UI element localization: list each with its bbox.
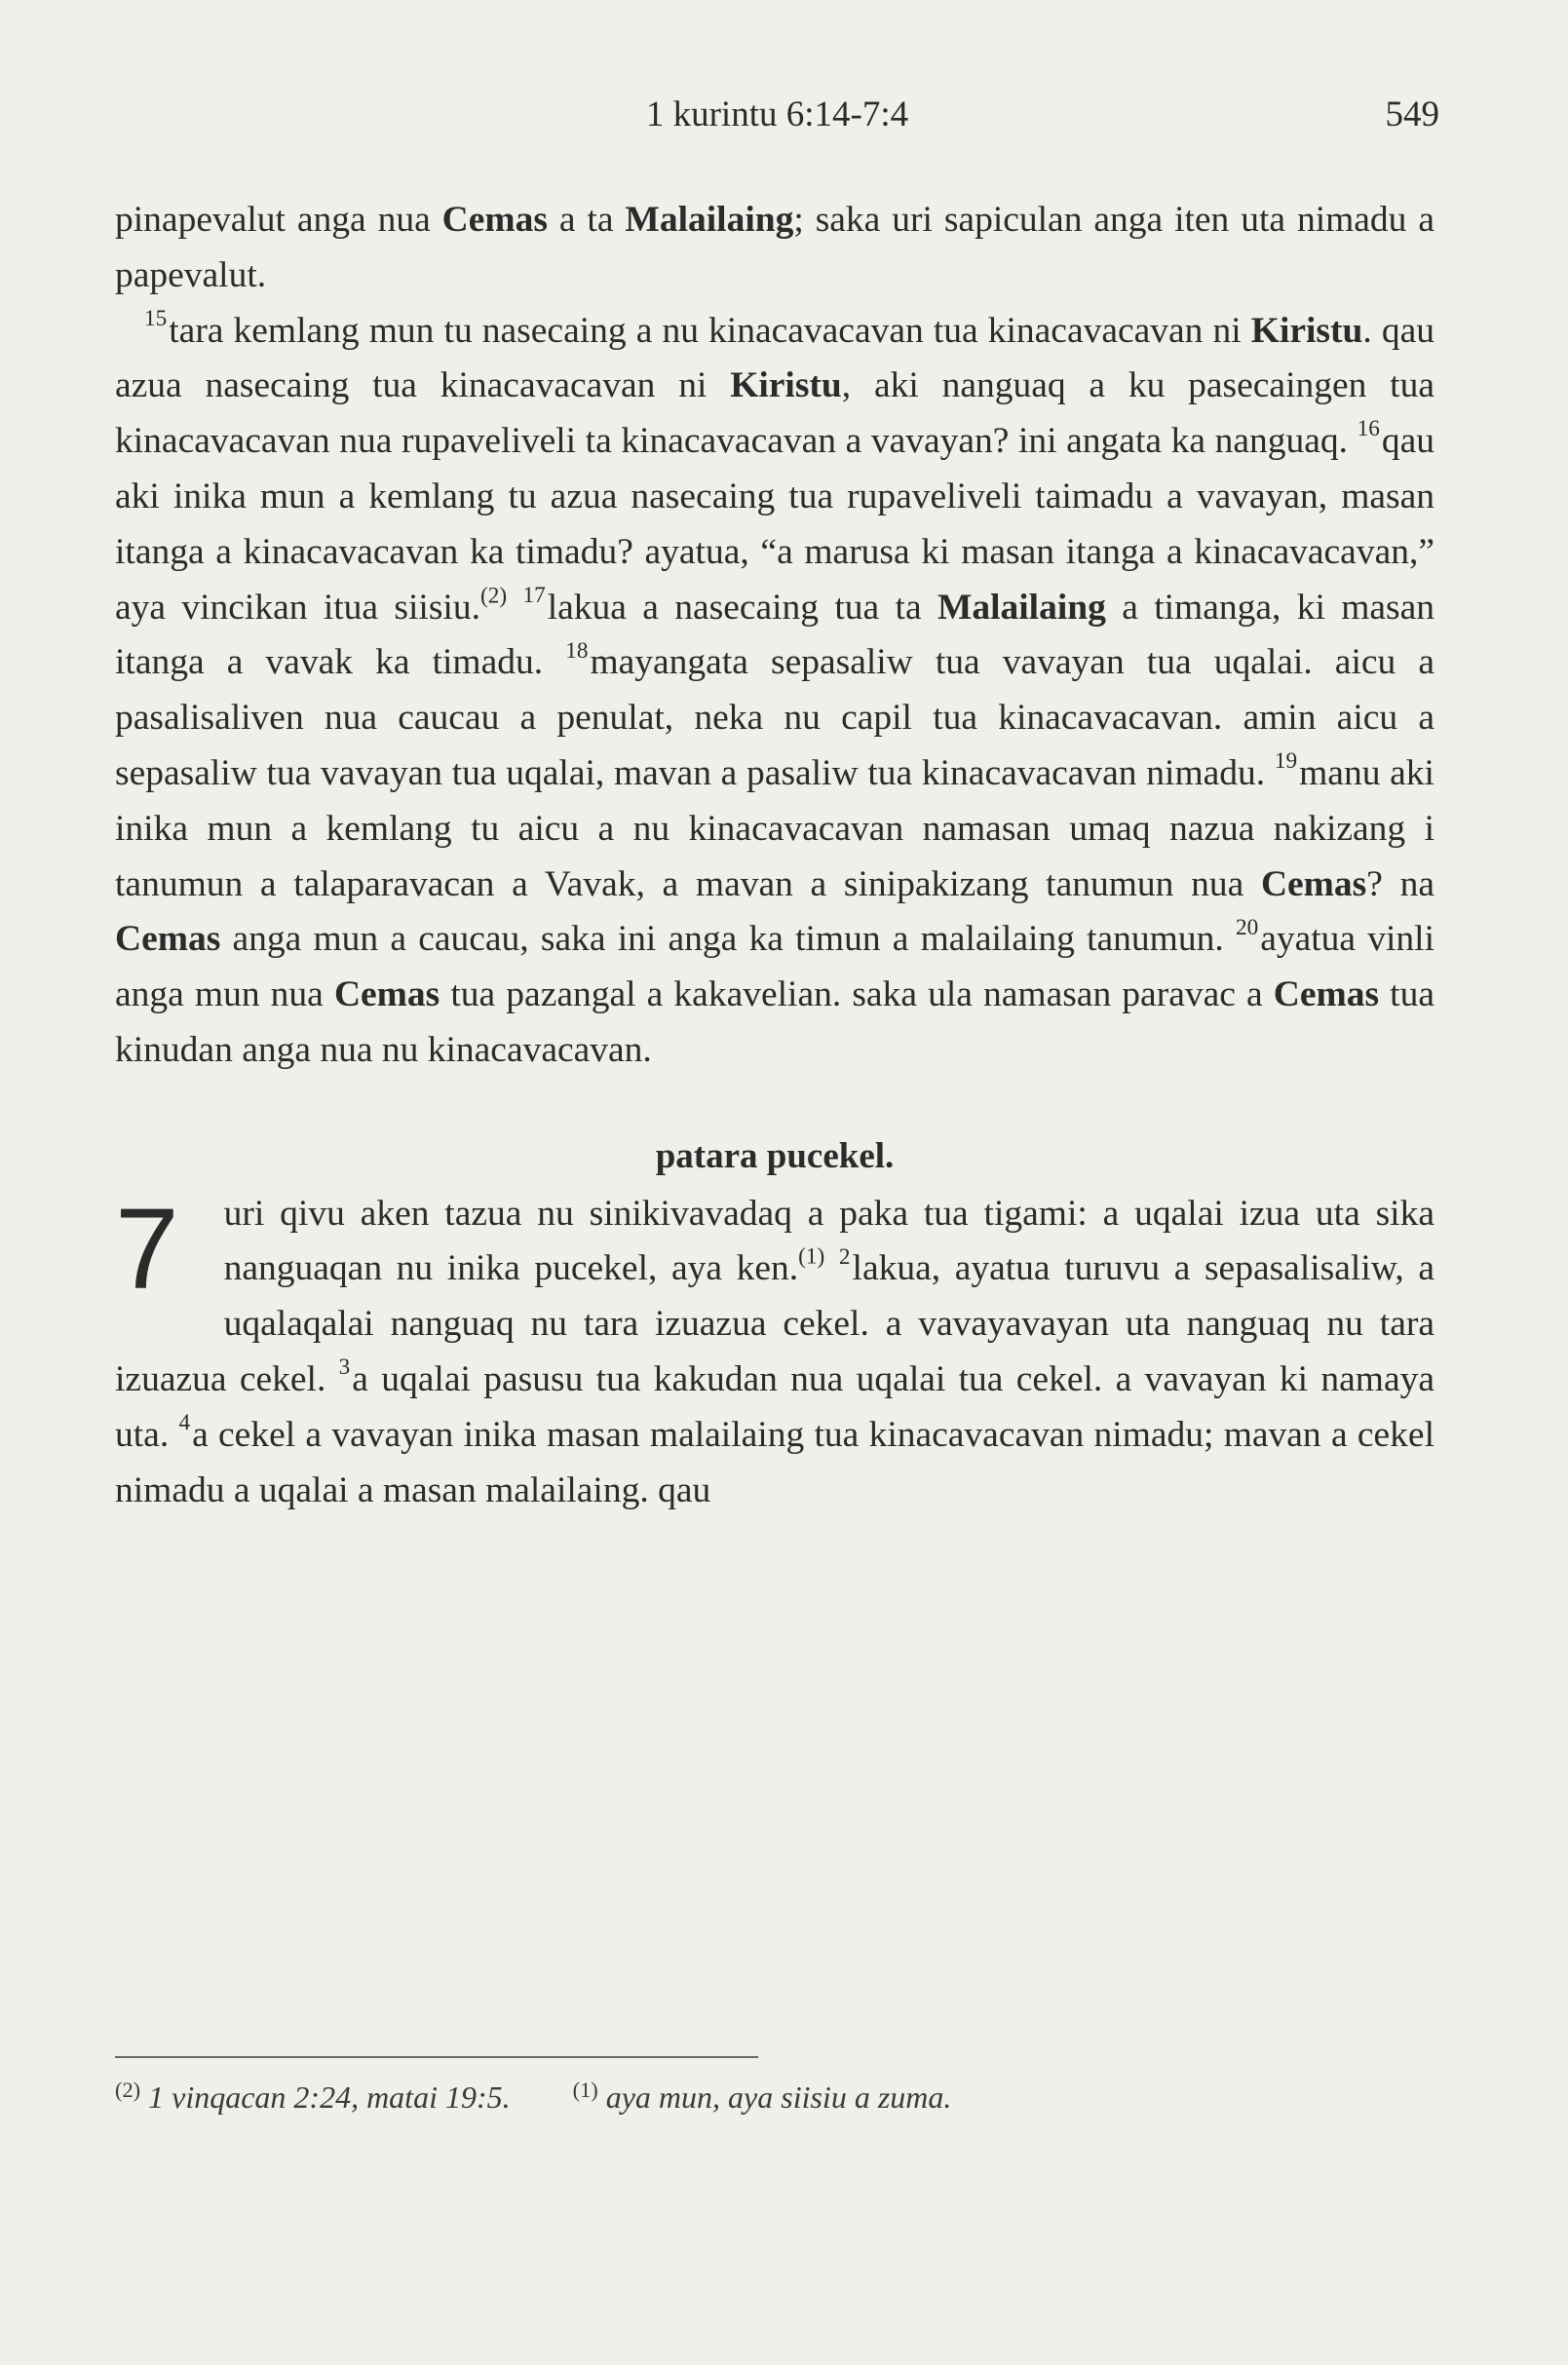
footnote-divider [115,2056,758,2058]
text-run: a cekel a vavayan inika masan malailaing tua kinacavacavan nimadu; mavan a cekel nimadu a uqalai a masan malailaing. qau [115,1414,1434,1510]
text-run: . qau azua nasecaing tua kinacavacavan ni [115,310,1434,406]
bold-term: Kiristu [1250,310,1363,351]
footnote-text: 1 vinqacan 2:24, matai 19:5. [148,2079,511,2116]
verse-number: 3 [338,1354,351,1381]
verse-number: 15 [144,305,168,331]
bold-term: Malailaing [625,200,794,240]
bold-term: Cemas [1260,863,1367,904]
text-run: qau aki inika mun a kemlang tu azua nasecaing tua rupaveliveli taimadu a vavayan, masan itanga a kinacavacavan ka timadu? ayatua, “a marusa ki masan itanga a kinacavacavan,” aya vincikan itua siisiu. [115,421,1434,628]
paragraph [115,193,1434,304]
verse-number: 18 [565,637,589,664]
text-run: lakua, ayatua turuvu a sepasalisaliw, a uqalaqalai nanguaq nu tara izuazua cekel. a vavayavayan uta nanguaq nu tara izuazua cekel. [115,1248,1435,1399]
text-run: , aki nanguaq a ku pasecaingen tua kinacavacavan nua rupaveliveli ta kinacavacavan a vavayan? ini angata ka nanguaq. [115,365,1434,462]
text-run: mayangata sepasaliw tua vavayan tua uqalai. aicu a pasalisaliven nua caucau a penulat, neka nu capil tua kinacavacavan. amin aicu a sepasaliw tua vavayan tua uqalai, mavan a pasaliw tua kinacavacavan nimadu. [115,642,1434,793]
text-run: a ta [547,200,626,240]
verse-number: 19 [1274,748,1298,775]
text-run: manu aki inika mun a kemlang tu aicu a nu kinacavacavan namasan umaq nazua nakizang i tanumun a talaparavacan a Vavak, a mavan a sinipakizang tanumun nua [115,752,1434,904]
text-run [824,1248,839,1288]
bold-term: Cemas [333,974,440,1015]
text-run: tua pazangal a kakavelian. saka ula namasan paravac a [440,974,1274,1015]
footnote-mark: (2) [115,2078,141,2102]
verse-number: 20 [1235,914,1259,940]
text-run: ayatua vinli anga mun nua [115,919,1434,1015]
running-head: 1 kurintu 6:14-7:4 [645,95,909,134]
text-run: lakua a nasecaing tua ta [547,587,937,628]
body-text [115,193,1434,1518]
page-number: 549 [1385,95,1439,134]
text-run: a timanga, ki masan itanga a vavak ka timadu. [115,587,1434,683]
footnote-ref[interactable]: (1) [798,1243,825,1270]
bold-term: Kiristu [730,365,842,406]
text-run: uri qivu aken tazua nu sinikivavadaq a paka tua tigami: a uqalai izua uta sika nanguaqan nu inika pucekel, aya ken. [223,1193,1434,1289]
bold-term: Cemas [1273,974,1380,1015]
chapter-number: 7 [115,1184,179,1314]
text-run: anga mun a caucau, saka ini anga ka timun a malailaing tanumun. [220,919,1236,960]
bold-term: Cemas [441,200,548,240]
footnotes [115,2078,1440,2116]
text-run [507,588,522,628]
text-run: tua kinudan anga nua nu kinacavacavan. [115,974,1434,1070]
text-run: a uqalai pasusu tua kakudan nua uqalai tua cekel. a vavayan ki namaya uta. [115,1358,1434,1455]
text-run: ? na [1366,863,1434,904]
page-header [115,90,1439,148]
text-run: pinapevalut anga nua [115,200,442,240]
paragraph [115,1184,1435,1519]
bold-term: Cemas [115,919,221,960]
bleed-through-text [117,1512,1451,1567]
text-run: tara kemlang mun tu nasecaing a nu kinacavacavan tua kinacavacavan ni [169,310,1251,351]
verse-number: 4 [178,1410,191,1435]
footnote-mark: (1) [572,2078,598,2102]
text-run: ; saka uri sapiculan anga iten uta nimadu a papevalut. [115,200,1434,295]
bleed-through-text [117,1567,1451,1621]
verse-number: 2 [838,1243,851,1270]
section-heading: patara pucekel. [655,1135,895,1176]
footnote-ref[interactable]: (2) [479,582,508,608]
verse-number: 16 [1357,416,1380,442]
paragraph [115,304,1434,1079]
bold-term: Malailaing [937,587,1106,628]
verse-number: 17 [522,582,546,608]
footnote-text: aya mun, aya siisiu a zuma. [605,2079,952,2116]
